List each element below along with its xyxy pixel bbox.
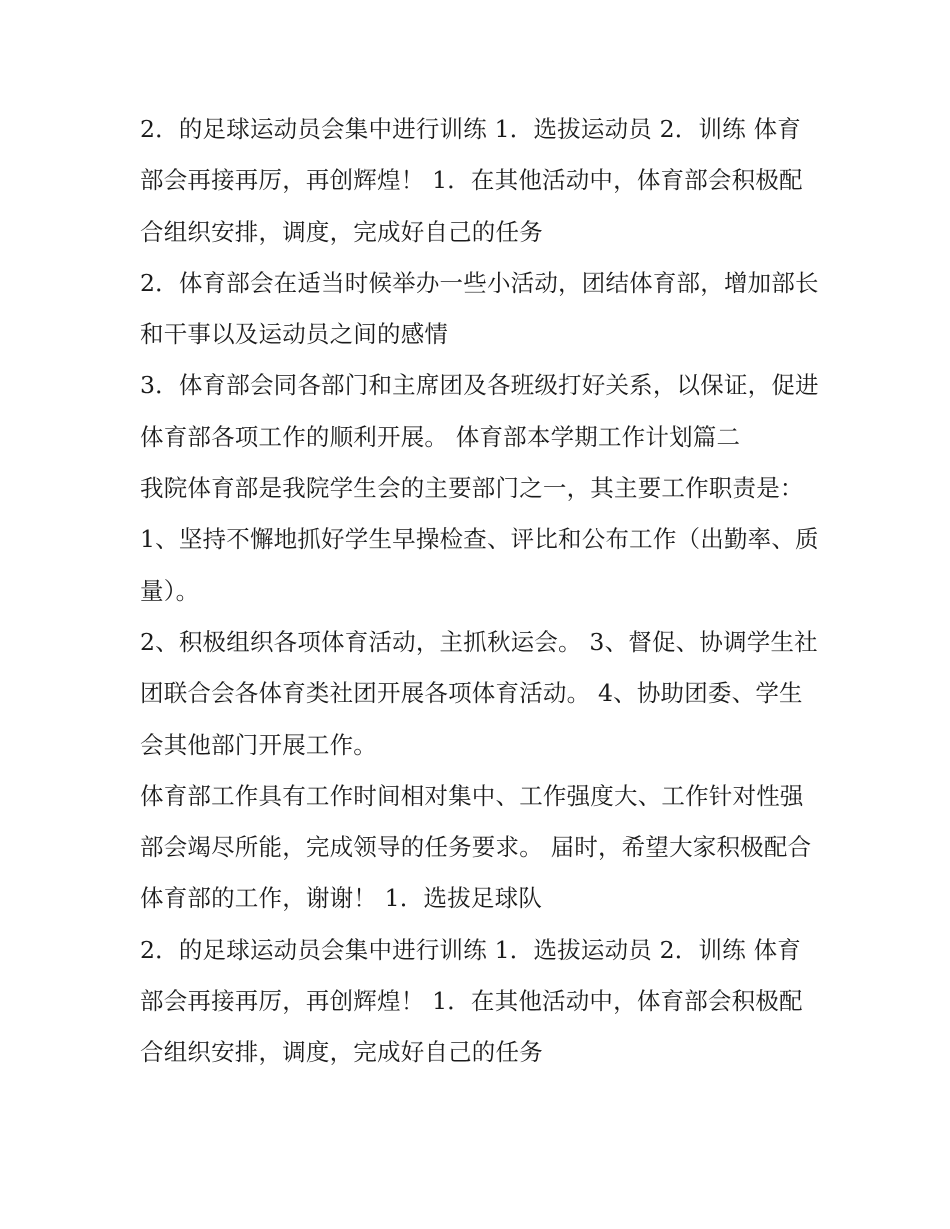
paragraph-2: 2．体育部会在适当时候举办一些小活动，团结体育部，增加部长和干事以及运动员之间的感情 bbox=[140, 268, 819, 349]
paragraph-4: 我院体育部是我院学生会的主要部门之一，其主要工作职责是： 1、坚持不懈地抓好学生早操检查、评比和公布工作（出勤率、质量）。 bbox=[140, 474, 819, 605]
paragraph-3: 3．体育部会同各部门和主席团及各班级打好关系，以保证，促进体育部各项工作的顺利开展。 体育部本学期工作计划篇二 bbox=[140, 371, 819, 451]
paragraph-1: 2．的足球运动员会集中进行训练 1．选拔运动员 2．训练 体育部会再接再厉，再创辉煌！ 1．在其他活动中，体育部会积极配合组织安排，调度，完成好自己的任务 bbox=[140, 115, 803, 246]
paragraph-6: 体育部工作具有工作时间相对集中、工作强度大、工作针对性强部会竭尽所能，完成领导的任务要求。 届时，希望大家积极配合体育部的工作，谢谢！ 1．选拔足球队 bbox=[140, 781, 812, 913]
paragraph-5: 2、积极组织各项体育活动，主抓秋运会。 3、督促、协调学生社团联合会各体育类社团开展各项体育活动。 4、协助团委、学生会其他部门开展工作。 bbox=[140, 627, 818, 759]
paragraph-7: 2．的足球运动员会集中进行训练 1．选拔运动员 2．训练 体育部会再接再厉，再创辉煌！ 1．在其他活动中，体育部会积极配合组织安排，调度，完成好自己的任务 bbox=[140, 935, 803, 1067]
